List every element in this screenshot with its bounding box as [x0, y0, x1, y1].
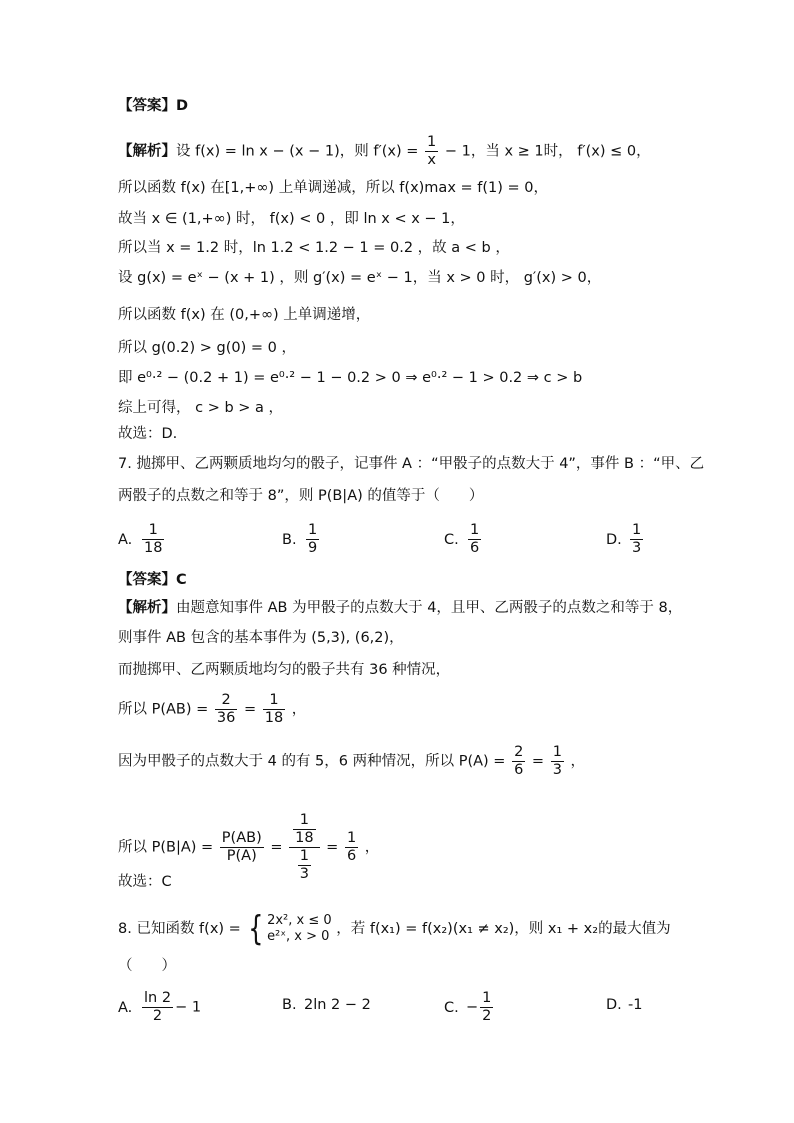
answer-q7: 【答案】C	[118, 572, 187, 588]
solution-q7-line5: 因为甲骰子的点数大于 4 的有 5，6 两种情况，所以 P(A) = $\frac{2}{6}$ = $\frac{1}{3}$ ，	[118, 744, 586, 778]
option-a: A. $\frac{1}{18}$	[118, 522, 163, 556]
solution-q7-line6: 所以 P(B|A) = $\frac{P(AB)}{P(A)}$ = $\frac{\frac{1}{18}}{\frac{1}{3}}$ = $\frac{1}{6}$ ，	[118, 812, 380, 882]
complex-fraction: $\frac{\frac{1}{18}}{\frac{1}{3}}$	[289, 812, 319, 883]
solution-q6-line6: 所以函数 f(x) 在 (0,+∞) 上单调递增，	[118, 307, 371, 323]
solution-q6-line1: 【解析】设 f(x) = ln x − (x − 1)，则 f′(x) = $\frac{1}{x}$ − 1，当 x ≥ 1时， f′(x) ≤ 0，	[118, 134, 651, 168]
option-a: A. $\frac{\ln 2}{2}$ − 1	[118, 990, 202, 1024]
solution-q6-line2: 所以函数 f(x) 在[1,+∞) 上单调递减，所以 f(x)max = f(1) = 0，	[118, 180, 549, 196]
solution-q6-line4: 所以当 x = 1.2 时，ln 1.2 < 1.2 − 1 = 0.2 ，故 a < b ，	[118, 240, 510, 256]
option-c: C. $\frac{1}{6}$	[444, 522, 480, 556]
question-8-paren: （ ）	[118, 958, 176, 974]
solution-q6-line5: 设 g(x) = eˣ − (x + 1) ，则 g′(x) = eˣ − 1，当 x > 0 时， g′(x) > 0，	[118, 270, 602, 286]
question-7-stem-line2: 两骰子的点数之和等于 8”，则 P(B|A) 的值等于（ ）	[118, 488, 484, 504]
solution-q7-line2: 则事件 AB 包含的基本事件为 (5,3), (6,2)，	[118, 630, 404, 646]
solution-q7-line1: 【解析】由题意知事件 AB 为甲骰子的点数大于 4，且甲、乙两骰子的点数之和等于 8，	[118, 600, 683, 616]
answer-q6: 【答案】D	[118, 98, 189, 114]
option-b: B. $\frac{1}{9}$	[282, 522, 318, 556]
option-d: D. $\frac{1}{3}$	[606, 522, 642, 556]
solution-q6-line7: 所以 g(0.2) > g(0) = 0 ，	[118, 340, 296, 356]
option-c: C. − $\frac{1}{2}$	[444, 990, 492, 1024]
solution-q7-line4: 所以 P(AB) = $\frac{2}{36}$ = $\frac{1}{18}$ ，	[118, 692, 307, 726]
option-b: B. 2ln 2 − 2	[282, 997, 371, 1013]
solution-q7-line7: 故选：C	[118, 874, 172, 890]
piecewise-cases: 2x², x ≤ 0 e²ˣ, x > 0	[267, 913, 332, 944]
solution-q6-line8: 即 e⁰·² − (0.2 + 1) = e⁰·² − 1 − 0.2 > 0 ⇒ e⁰·² − 1 > 0.2 ⇒ c > b	[118, 370, 583, 386]
solution-q6-line9: 综上可得， c > b > a ，	[118, 400, 284, 416]
piecewise-brace: {	[248, 909, 264, 949]
option-d: D. -1	[606, 997, 643, 1013]
fraction: $\frac{1}{x}$	[427, 134, 437, 168]
question-7-stem-line1: 7. 抛掷甲、乙两颗质地均匀的骰子，记事件 A ：“甲骰子的点数大于 4”，事件 B ：“甲、乙	[118, 456, 705, 472]
question-8-stem: 8. 已知函数 f(x) = { 2x², x ≤ 0 e²ˣ, x > 0 ，若 f(x₁) = f(x₂)(x₁ ≠ x₂)，则 x₁ + x₂的最大值为	[118, 909, 671, 949]
solution-q7-line3: 而抛掷甲、乙两颗质地均匀的骰子共有 36 种情况，	[118, 662, 451, 678]
solution-q6-line10: 故选：D.	[118, 426, 178, 442]
solution-q6-line3: 故当 x ∈ (1,+∞) 时， f(x) < 0 ，即 ln x < x − 1，	[118, 211, 465, 227]
